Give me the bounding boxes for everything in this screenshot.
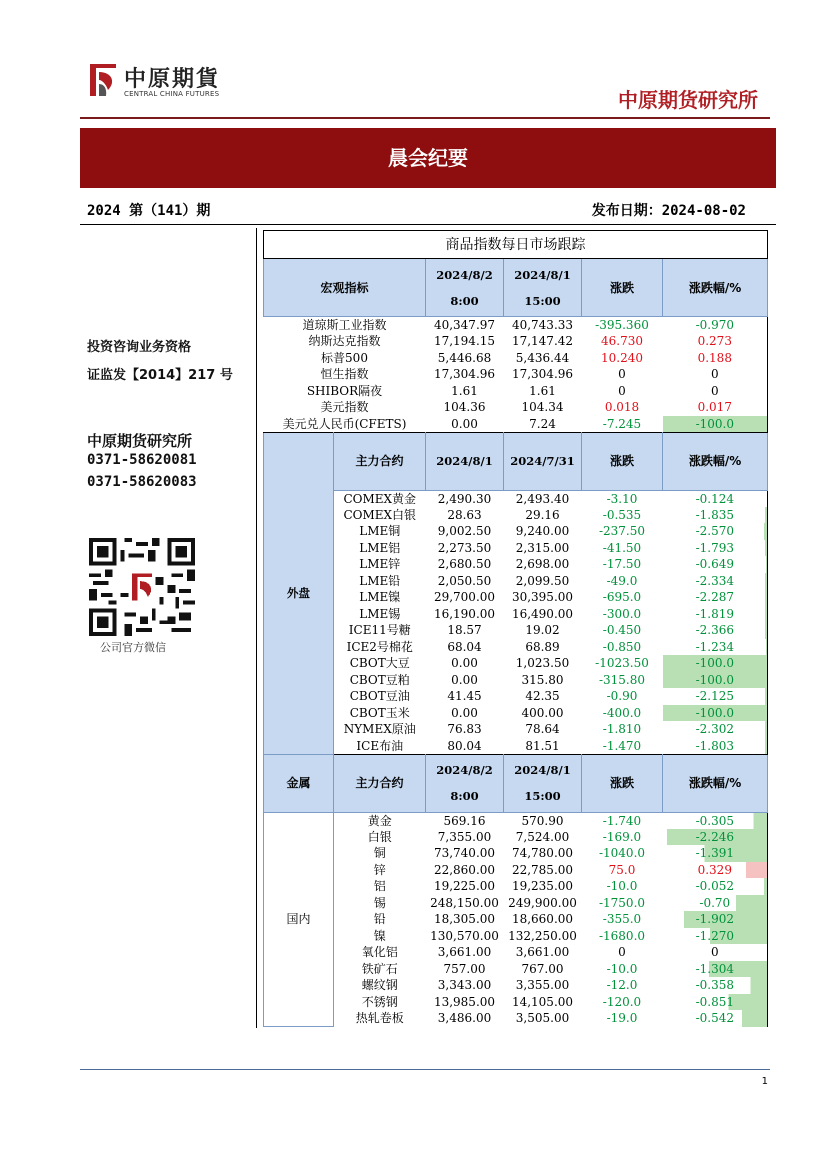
value-previous: 30,395.00 (511, 590, 574, 605)
value-current: 0.00 (451, 416, 478, 431)
macro-header-change: 涨跌 (582, 259, 663, 317)
value-previous: 249,900.00 (508, 895, 577, 910)
change-percent: -2.302 (663, 721, 768, 738)
change-value: -7.245 (602, 416, 642, 431)
change-value: -300.0 (602, 606, 642, 621)
value-current: 13,985.00 (433, 994, 496, 1009)
top-divider (80, 117, 770, 119)
contract-name: COMEX白银 (343, 507, 417, 522)
change-value: -3.10 (582, 490, 663, 507)
foreign-header-row (264, 432, 768, 490)
table-row (264, 556, 768, 573)
table-row (264, 829, 768, 846)
change-percent: -2.246 (663, 829, 768, 846)
table-row (264, 655, 768, 672)
change-percent: 0.273 (663, 333, 768, 350)
value-current: 2,680.50 (437, 557, 492, 572)
change-percent: -2.570 (663, 523, 768, 540)
table-row (264, 688, 768, 705)
table-row (264, 399, 768, 416)
change-percent: -100.0 (663, 416, 768, 433)
company-logo (86, 60, 246, 102)
change-percent: -0.305 (663, 812, 768, 829)
value-previous: 1.61 (529, 383, 556, 398)
footer-divider (80, 1069, 770, 1070)
value-current: 2,490.30 (426, 490, 504, 507)
table-row (264, 606, 768, 623)
header-divider (80, 224, 776, 225)
value-current: 3,343.00 (437, 978, 492, 993)
change-percent: -2.366 (663, 622, 768, 639)
table-row (264, 994, 768, 1011)
domestic-col1-time: 8:00 (450, 789, 479, 803)
domestic-header-label: 主力合约 (334, 754, 426, 812)
change-value: -237.50 (598, 524, 646, 539)
value-current: 41.45 (447, 689, 482, 704)
contract-name: LME铅 (359, 573, 401, 588)
issue-number: 2024 第（141）期 (87, 203, 211, 219)
change-value: -0.450 (602, 623, 642, 638)
macro-header-date1 (426, 259, 504, 317)
change-percent: -1.391 (663, 845, 768, 862)
contract-name: 氧化铝 (361, 945, 398, 960)
domestic-header-date1 (426, 754, 504, 812)
value-previous: 3,505.00 (515, 1011, 570, 1026)
change-percent: -2.334 (663, 573, 768, 590)
value-current: 3,486.00 (437, 1011, 492, 1026)
value-previous: 40,743.33 (504, 317, 582, 334)
qualification-line2: 证监发【2014】217 号 (87, 368, 233, 383)
value-current: 76.83 (447, 722, 482, 737)
value-previous: 2,698.00 (515, 557, 570, 572)
change-value: -1040.0 (598, 846, 646, 861)
contract-name: 锌 (373, 862, 386, 877)
value-current: 130,570.00 (430, 928, 499, 943)
change-percent: 0.017 (663, 399, 768, 416)
table-row (264, 672, 768, 689)
foreign-header-date2: 2024/7/31 (504, 432, 582, 490)
domestic-col2-date: 2024/8/1 (514, 763, 571, 777)
table-row (264, 1010, 768, 1027)
change-percent: -2.125 (663, 688, 768, 705)
column-divider (256, 228, 257, 1028)
value-previous: 74,780.00 (511, 846, 574, 861)
contract-name: 热轧卷板 (355, 1011, 404, 1026)
change-percent: -0.649 (663, 556, 768, 573)
change-value: -400.0 (602, 705, 642, 720)
change-percent: -0.542 (663, 1010, 768, 1027)
change-value: 0 (618, 383, 626, 398)
value-previous: 17,304.96 (511, 367, 574, 382)
value-previous: 19,235.00 (511, 879, 574, 894)
table-row (264, 705, 768, 722)
value-current: 104.36 (443, 400, 486, 415)
table-row (264, 416, 768, 433)
change-value: 0.018 (604, 400, 640, 415)
table-row (264, 333, 768, 350)
contract-name: LME铝 (359, 540, 401, 555)
value-current: 5,446.68 (437, 350, 492, 365)
value-current: 0.00 (451, 705, 478, 720)
value-previous: 19.02 (525, 623, 560, 638)
value-previous: 29.16 (525, 507, 560, 522)
contract-name: 不锈钢 (361, 994, 398, 1009)
foreign-header-percent: 涨跌幅/% (663, 432, 768, 490)
macro-col1-time: 8:00 (450, 293, 479, 308)
change-value: -1.810 (602, 722, 642, 737)
change-value: -17.50 (602, 557, 642, 572)
value-current: 22,860.00 (433, 862, 496, 877)
change-value: -0.90 (606, 689, 638, 704)
value-current: 18.57 (447, 623, 482, 638)
qr-caption: 公司官方微信 (100, 641, 166, 654)
change-value: -41.50 (602, 540, 642, 555)
value-previous: 7,524.00 (515, 829, 570, 844)
title-banner (80, 128, 776, 188)
contract-name: 白银 (367, 829, 392, 844)
contract-name: 铜 (373, 846, 386, 861)
value-current: 248,150.00 (430, 895, 499, 910)
macro-header-date2 (504, 259, 582, 317)
change-percent: -0.851 (663, 994, 768, 1011)
value-previous: 3,661.00 (515, 945, 570, 960)
value-current: 9,002.50 (437, 524, 492, 539)
value-previous: 104.34 (521, 400, 564, 415)
change-percent: -1.304 (663, 961, 768, 978)
contract-name: 螺纹钢 (361, 978, 398, 993)
value-previous: 767.00 (521, 961, 564, 976)
value-previous: 42.35 (525, 689, 560, 704)
contract-name: 铁矿石 (361, 961, 398, 976)
change-value: 75.0 (608, 862, 636, 877)
qualification-line1: 投资咨询业务资格 (87, 340, 192, 355)
table-row (264, 961, 768, 978)
value-previous: 81.51 (525, 738, 560, 753)
value-previous: 22,785.00 (511, 862, 574, 877)
page-title: 晨会纪要 (388, 146, 468, 170)
change-percent: -0.970 (663, 317, 768, 334)
contract-name: 镍 (373, 928, 386, 943)
change-value: -315.80 (598, 672, 646, 687)
value-current: 40,347.97 (426, 317, 504, 334)
contract-name: LME锌 (359, 557, 401, 572)
change-value: 0 (618, 945, 626, 960)
contract-name: NYMEX原油 (343, 722, 416, 737)
macro-col2-time: 15:00 (524, 293, 561, 308)
change-value: 46.730 (601, 334, 643, 349)
indicator-name: 恒生指数 (320, 367, 369, 382)
change-value: -1023.50 (595, 656, 649, 671)
qr-code-icon (88, 538, 196, 636)
table-row (264, 490, 768, 507)
change-percent: 0 (663, 366, 768, 383)
indicator-name: 美元指数 (320, 400, 369, 415)
contract-name: ICE2号棉花 (346, 639, 413, 654)
change-percent: -100.0 (663, 672, 768, 689)
table-row (264, 573, 768, 590)
table-row (264, 944, 768, 961)
logo-cn-text: 中原期貨 (124, 67, 221, 92)
value-current: 757.00 (443, 961, 486, 976)
table-row (264, 878, 768, 895)
contract-name: CBOT玉米 (349, 705, 410, 720)
table-row (264, 928, 768, 945)
value-previous: 315.80 (521, 672, 564, 687)
value-previous: 9,240.00 (515, 524, 570, 539)
domestic-col2-time: 15:00 (524, 789, 561, 803)
change-value: 10.240 (601, 350, 643, 365)
change-percent: 0.329 (663, 862, 768, 879)
market-tracking-table (263, 230, 768, 1027)
table-row (264, 366, 768, 383)
table-row (264, 639, 768, 656)
change-value: -49.0 (606, 573, 638, 588)
value-previous: 1,023.50 (515, 656, 570, 671)
value-previous: 18,660.00 (511, 912, 574, 927)
value-current: 17,304.96 (433, 367, 496, 382)
foreign-header-change: 涨跌 (582, 432, 663, 490)
change-value: -395.360 (582, 317, 663, 334)
sidebar-institute: 中原期货研究所 (87, 432, 193, 450)
change-value: -12.0 (606, 978, 638, 993)
table-row (264, 845, 768, 862)
value-current: 16,190.00 (433, 606, 496, 621)
contract-name: 锡 (373, 895, 386, 910)
table-row (264, 895, 768, 912)
value-current: 3,661.00 (437, 945, 492, 960)
value-current: 29,700.00 (433, 590, 496, 605)
domestic-header-change: 涨跌 (582, 754, 663, 812)
value-previous: 5,436.44 (515, 350, 570, 365)
change-value: -1.740 (582, 812, 663, 829)
table-caption: 商品指数每日市场跟踪 (264, 231, 768, 259)
change-percent: -1.270 (663, 928, 768, 945)
contract-name: LME铜 (359, 524, 401, 539)
change-percent: -0.052 (663, 878, 768, 895)
change-percent: -1.835 (663, 507, 768, 524)
value-current: 28.63 (447, 507, 482, 522)
value-current: 0.00 (451, 656, 478, 671)
macro-col1-date: 2024/8/2 (436, 267, 493, 282)
change-percent: -1.902 (663, 911, 768, 928)
value-previous: 68.89 (525, 639, 560, 654)
change-percent: -1.234 (663, 639, 768, 656)
value-previous: 14,105.00 (511, 994, 574, 1009)
value-current: 0.00 (451, 672, 478, 687)
page-number: 1 (761, 1076, 768, 1087)
foreign-group-label: 外盘 (264, 432, 334, 754)
table-row (264, 507, 768, 524)
indicator-name: SHIBOR隔夜 (306, 383, 383, 398)
change-value: -355.0 (602, 912, 642, 927)
contract-name: LME镍 (359, 590, 401, 605)
change-value: -169.0 (602, 829, 642, 844)
value-previous: 2,315.00 (515, 540, 570, 555)
domestic-header-percent: 涨跌幅/% (663, 754, 768, 812)
value-current: 2,273.50 (437, 540, 492, 555)
table-row (264, 911, 768, 928)
value-current: 17,194.15 (433, 334, 496, 349)
value-current: 2,050.50 (437, 573, 492, 588)
table-row (264, 812, 768, 829)
value-current: 80.04 (447, 738, 482, 753)
change-percent: 0.188 (663, 350, 768, 367)
phone-2: 0371-58620083 (87, 474, 197, 490)
logo-mark-icon (86, 60, 120, 100)
macro-header-percent: 涨跌幅/% (663, 259, 768, 317)
contract-name: CBOT豆粕 (349, 672, 410, 687)
contract-name: CBOT豆油 (349, 689, 410, 704)
change-percent: -1.803 (663, 738, 768, 755)
change-percent: -0.124 (663, 490, 768, 507)
value-current: 19,225.00 (433, 879, 496, 894)
change-percent: 0 (663, 383, 768, 400)
change-percent: -1.793 (663, 540, 768, 557)
value-current: 1.61 (451, 383, 478, 398)
value-previous: 2,099.50 (515, 573, 570, 588)
table-row (264, 738, 768, 755)
change-value: -10.0 (606, 879, 638, 894)
table-row (264, 589, 768, 606)
change-value: -0.535 (602, 507, 642, 522)
value-previous: 16,490.00 (511, 606, 574, 621)
change-value: -1680.0 (598, 928, 646, 943)
change-value: -120.0 (602, 994, 642, 1009)
value-previous: 3,355.00 (515, 978, 570, 993)
value-previous: 17,147.42 (511, 334, 574, 349)
indicator-name: 道琼斯工业指数 (264, 317, 426, 334)
contract-name: COMEX黄金 (334, 490, 426, 507)
contract-name: 铅 (373, 912, 386, 927)
table-row (264, 350, 768, 367)
change-value: -19.0 (606, 1011, 638, 1026)
macro-header-label: 宏观指标 (264, 259, 426, 317)
table-row (264, 523, 768, 540)
table-row (264, 862, 768, 879)
change-value: -695.0 (602, 590, 642, 605)
logo-en-text: CENTRAL CHINA FUTURES (124, 90, 220, 98)
contract-name: 黄金 (334, 812, 426, 829)
contract-name: LME锡 (359, 606, 401, 621)
value-previous: 400.00 (521, 705, 564, 720)
table-row (264, 977, 768, 994)
value-previous: 78.64 (525, 722, 560, 737)
publish-date: 发布日期：2024-08-02 (591, 203, 746, 219)
domestic-header-row (264, 754, 768, 812)
value-previous: 7.24 (529, 416, 556, 431)
institute-name: 中原期货研究所 (618, 88, 758, 112)
change-value: -0.850 (602, 639, 642, 654)
domestic-group-label: 国内 (264, 812, 334, 1027)
table-row (264, 317, 768, 334)
phone-1: 0371-58620081 (87, 452, 197, 468)
change-percent: -2.287 (663, 589, 768, 606)
change-percent: -100.0 (663, 655, 768, 672)
domestic-header-date2 (504, 754, 582, 812)
indicator-name: 标普500 (321, 350, 368, 365)
value-previous: 570.90 (504, 812, 582, 829)
contract-name: ICE11号糖 (348, 623, 411, 638)
foreign-header-label: 主力合约 (334, 432, 426, 490)
foreign-header-date1: 2024/8/1 (426, 432, 504, 490)
table-row (264, 622, 768, 639)
change-percent: -0.358 (663, 977, 768, 994)
value-previous: 2,493.40 (504, 490, 582, 507)
contract-name: 铝 (373, 879, 386, 894)
indicator-name: 纳斯达克指数 (308, 334, 381, 349)
change-value: -1750.0 (598, 895, 646, 910)
value-current: 7,355.00 (437, 829, 492, 844)
value-current: 68.04 (447, 639, 482, 654)
table-row (264, 540, 768, 557)
table-row (264, 383, 768, 400)
value-current: 73,740.00 (433, 846, 496, 861)
value-current: 569.16 (426, 812, 504, 829)
table-caption-row (264, 231, 768, 259)
table-row (264, 721, 768, 738)
macro-header-row (264, 259, 768, 317)
domestic-corner-label: 金属 (264, 754, 334, 812)
value-previous: 132,250.00 (508, 928, 577, 943)
indicator-name: 美元兑人民币(CFETS) (282, 416, 407, 431)
change-value: -1.470 (602, 738, 642, 753)
change-value: 0 (618, 367, 626, 382)
change-percent: -0.70 (663, 895, 768, 912)
value-current: 18,305.00 (433, 912, 496, 927)
change-value: -10.0 (606, 961, 638, 976)
change-percent: -1.819 (663, 606, 768, 623)
macro-col2-date: 2024/8/1 (514, 267, 571, 282)
domestic-col1-date: 2024/8/2 (436, 763, 493, 777)
contract-name: ICE布油 (356, 738, 404, 753)
change-percent: 0 (663, 944, 768, 961)
contract-name: CBOT大豆 (349, 656, 410, 671)
change-percent: -100.0 (663, 705, 768, 722)
